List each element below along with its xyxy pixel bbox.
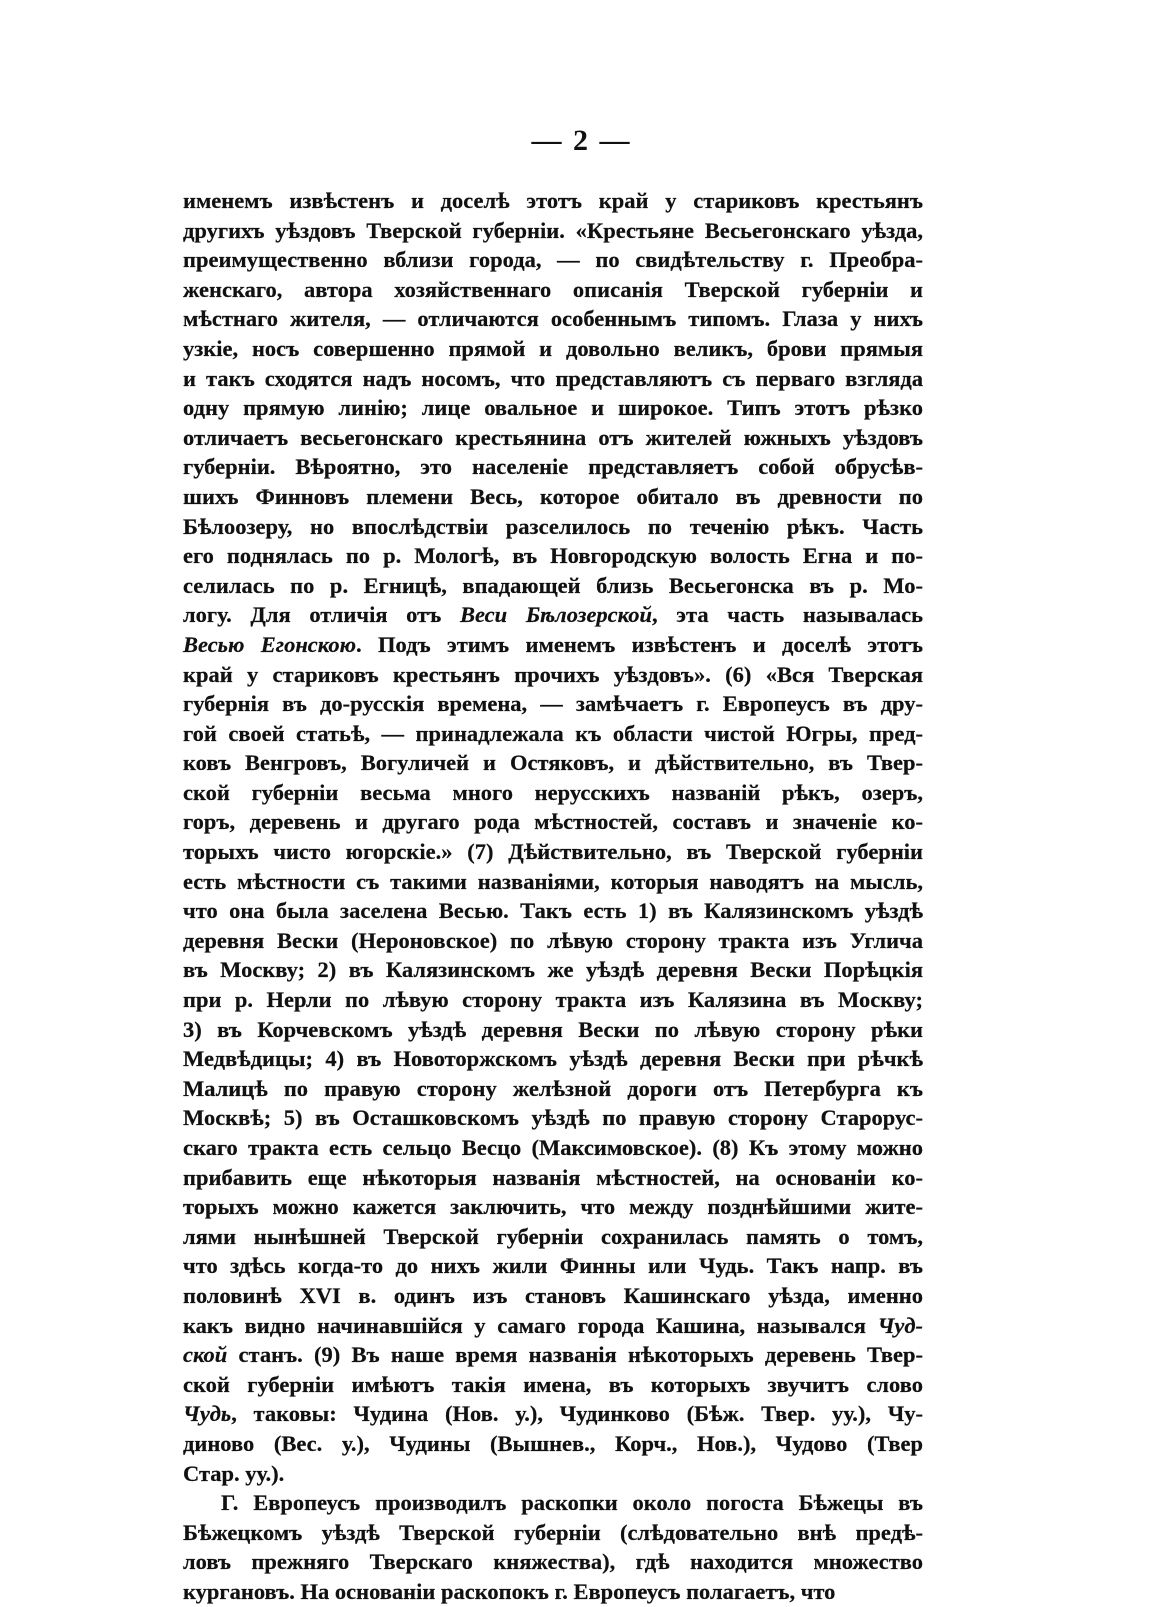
text-line: 3) въ Корчевскомъ уѣздѣ деревня Вески по лѣвую сторону рѣки (183, 1016, 923, 1042)
text-line: Стар. уу.). (183, 1460, 285, 1486)
text-line: гой своей статьѣ, — принадлежала къ области чистой Югры, пред- (183, 720, 923, 746)
text-line: въ Москву; 2) въ Калязинскомъ же уѣздѣ деревня Вески Порѣцкія (183, 957, 923, 983)
text-line: Весью Егонскою. Подъ этимъ именемъ извѣстенъ и доселѣ этотъ (183, 631, 924, 657)
text-line: прибавить еще нѣкоторыя названія мѣстностей, на основаніи ко- (183, 1164, 923, 1190)
text-line: Бѣлоозеру, но впослѣдствіи разселилось по теченію рѣкъ. Часть (183, 513, 923, 539)
text-line: преимущественно вблизи города, — по свидѣтельству г. Преобра- (183, 247, 923, 273)
body-text (183, 186, 923, 1607)
text-line: кургановъ. На основаніи раскопокъ г. Европеусъ полагаетъ, что (183, 1578, 836, 1604)
text-line: ловъ прежняго Тверскаго княжества), гдѣ находится множество (183, 1549, 923, 1575)
text-line: что она была заселена Весью. Такъ есть 1) въ Калязинскомъ уѣздѣ (183, 898, 923, 924)
text-line: ской губерніи весьма много нерусскихъ названій рѣкъ, озеръ, (183, 779, 923, 805)
text-line: ковъ Венгровъ, Вогуличей и Остяковъ, и дѣйствительно, въ Твер- (183, 750, 923, 776)
text-line: Г. Европеусъ производилъ раскопки около погоста Бѣжецы въ (221, 1490, 923, 1516)
text-line: торыхъ можно кажется заключить, что между позднѣйшими жите- (183, 1194, 923, 1220)
text-line: ской губерніи имѣютъ такія имена, въ которыхъ звучитъ слово (183, 1371, 923, 1397)
text-line: половинѣ XVI в. одинъ изъ становъ Кашинскаго уѣзда, именно (183, 1282, 923, 1308)
text-line: другихъ уѣздовъ Тверской губерніи. «Крестьяне Весьегонскаго уѣзда, (183, 217, 923, 243)
text-line: торыхъ чисто югорскіе.» (7) Дѣйствительно, въ Тверской губерніи (183, 839, 923, 865)
text-line: губернія въ до-русскія времена, — замѣчаетъ г. Европеусъ въ дру- (183, 691, 923, 717)
text-line: при р. Нерли по лѣвую сторону тракта изъ Калязина въ Москву; (183, 987, 923, 1013)
text-line: женскаго, автора хозяйственнаго описанія Тверской губерніи и (183, 276, 923, 302)
text-line: именемъ извѣстенъ и доселѣ этотъ край у стариковъ крестьянъ (183, 188, 923, 213)
text-line: какъ видно начинавшійся у самаго города Кашина, назывался Чуд- (183, 1312, 923, 1338)
text-line: губерніи. Вѣроятно, это населеніе представляетъ собой обрусѣв- (183, 454, 923, 480)
text-line: шихъ Финновъ племени Весь, которое обитало въ древности по (183, 483, 923, 509)
text-line: лями нынѣшней Тверской губерніи сохранилась память о томъ, (183, 1223, 923, 1249)
text-line: одну прямую линію; лице овальное и широкое. Типъ этотъ рѣзко (183, 395, 923, 421)
text-line: что здѣсь когда-то до нихъ жили Финны или Чудь. Такъ напр. въ (183, 1253, 923, 1279)
text-line: есть мѣстности съ такими названіями, которыя наводятъ на мысль, (183, 868, 923, 894)
text-line: Бѣжецкомъ уѣздѣ Тверской губерніи (слѣдовательно внѣ предѣ- (183, 1519, 923, 1545)
text-line: Малицѣ по правую сторону желѣзной дороги отъ Петербурга къ (183, 1075, 923, 1101)
text-line: узкіе, носъ совершенно прямой и довольно великъ, брови прямыя (183, 335, 923, 361)
text-line: и такъ сходятся надъ носомъ, что представляютъ съ перваго взгляда (183, 365, 923, 391)
text-line: Чудь, таковы: Чудина (Нов. у.), Чудинково (Бѣж. Твер. уу.), Чу- (183, 1401, 923, 1427)
page-number: — 2 — (531, 124, 632, 157)
text-line: диново (Вес. у.), Чудины (Вышнев., Корч., Нов.), Чудово (Твер (183, 1430, 923, 1456)
text-line: мѣстнаго жителя, — отличаются особеннымъ типомъ. Глаза у нихъ (183, 306, 923, 332)
text-line: его поднялась по р. Мологѣ, въ Новгородскую волость Егна и по- (183, 543, 923, 569)
text-line: ской станъ. (9) Въ наше время названія нѣкоторыхъ деревень Твер- (183, 1342, 923, 1368)
text-line: горъ, деревень и другаго рода мѣстностей, составъ и значеніе ко- (183, 809, 923, 835)
text-line: Медвѣдицы; 4) въ Новоторжскомъ уѣздѣ деревня Вески при рѣчкѣ (183, 1046, 923, 1072)
text-line: Москвѣ; 5) въ Осташковскомъ уѣздѣ по правую сторону Старорус- (183, 1105, 923, 1131)
text-line: отличаетъ весьегонскаго крестьянина отъ жителей южныхъ уѣздовъ (183, 424, 923, 450)
text-line: край у стариковъ крестьянъ прочихъ уѣздовъ». (6) «Вся Тверская (183, 661, 923, 687)
text-line: скаго тракта есть сельцо Весцо (Максимовское). (8) Къ этому можно (183, 1135, 923, 1160)
text-line: деревня Вески (Нероновское) по лѣвую сторону тракта изъ Углича (183, 927, 923, 953)
text-line: логу. Для отличія отъ Веси Бѣлозерской, эта часть называлась (183, 602, 924, 628)
text-line: селилась по р. Егницѣ, впадающей близь Весьегонска въ р. Мо- (183, 572, 923, 598)
